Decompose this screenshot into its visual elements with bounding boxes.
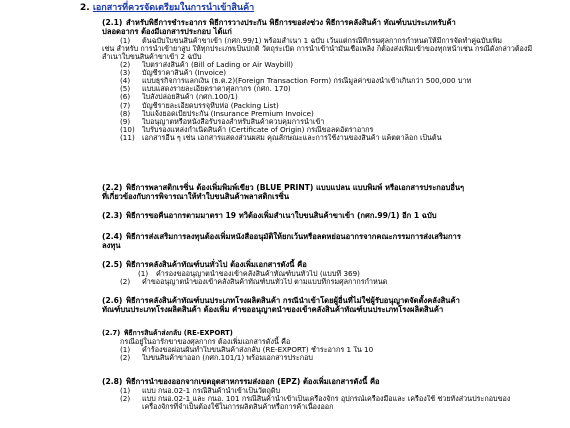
list-item: (8) ใบแจ้งยอดเบี้ยประกัน (Insurance Premium Invoice) xyxy=(120,109,314,118)
list-item: (10) ใบรับรองแหล่งกำเนิดสินค้า (Certificate of Origin) กรณีขอลดอัตราอากร xyxy=(120,125,374,134)
section-title: เอกสารที่ควรจัดเตรียมในการนำเข้าสินค้า xyxy=(92,3,255,13)
section-2-1 xyxy=(0,19,570,142)
section-2-5: (2.5) พิธีการคลังสินค้าทัณฑ์บนทั่วไป ต้องเพิ่มเอกสารดังนี้ คือ (1) คำรองขออนุญาตนำของเข้าคลังสินค้าทัณฑ์บนทั่วไป (แบบที่ 369) (2) คำขออนุญาตนำของเข้าคลังสินค้าทัณฑ์บนทั่วไป ตามแบบที่กรมศุลกากรกำหนด xyxy=(0,261,570,286)
list-item: (9) ใบอนุญาตหรือหนังสือรับรองสำหรับสินค้าควบคุมการนำเข้า xyxy=(120,117,325,126)
section-2-3: (2.3) พิธีการขอคืนอากรตามมาตรา 19 ทวิต้องเพิ่มสำเนาใบขนสินค้าขาเข้า (กศก.99/1) อีก 1 ฉบับ xyxy=(102,211,437,220)
list-item: (5) แบบแสดงรายละเอียดราคาศุลกากร (กศก. 170) xyxy=(120,85,291,94)
section-2-7: (2.7) พิธีการสินค้าส่งกลับ (RE-EXPORT) กรณีอยู่ในอารักขาของศุลกากร ต้องเพิ่มเอกสารดังนี้ คือ (1) คำร้องขอผ่อนผันทำใบขนสินค้าส่งกลับ (RE-EXPORT) ชำระอากร 1 ใน 10 (2) ใบขนสินค้าขาออก (กศก.101/1) พร้อมเอกสารประกอบ xyxy=(0,330,570,362)
list-item: (2) แบบ กนอ.02-1 และ กนอ. 101 กรณีสินค้านำเข้าเป็นเครื่องจักร อุปกรณ์เครื่องมือและ เครื่องใช้ ช่วยทั้งส่วนประกอบของ xyxy=(120,394,511,403)
list-item-cont: เช่น สำหรับ การนำเข้ายาสูบ ให้ทุกประเภทเป็นปกติ วัตถุระเบิด การนำเข้าน้ำมันเชื้อเพลิง ก็ต้องส่งเพิ่มเข้าของทุกหน้าเช่น กรณีดังกล่าวต้องมี xyxy=(102,45,533,54)
list-item: (4) แบบธุรกิจการแลกเงิน (ธ.ต.2)(Foreign Transaction Form) กรณีมูลค่าของนำเข้าเกินกว่า 500,000 บาท xyxy=(120,77,472,86)
list-item: (1) ต้นฉบับใบขนสินค้าขาเข้า (กศก.99/1) พร้อมสำเนา 1 ฉบับ เว้นแต่กรณีที่กรมศุลกากรกำหนดให้มีการจัดทำคู่ฉบับเพิ่ม xyxy=(120,37,502,45)
list-item: (7) บัญชีรายละเอียดบรรจุหีบห่อ (Packing List) xyxy=(120,101,279,110)
list-item: (2) ใบตราส่งสินค้า (Bill of Lading or Air Waybill) xyxy=(120,61,294,70)
section-2-8: (2.8) พิธีการนำของออกจากเขตอุตสาหกรรมส่งออก (EPZ) ต้องเพิ่มเอกสารดังนี้ คือ (1) แบบ กนอ.02-1 กรณีสินค้านำเข้าเป็นวัตถุดิบ (2) แบบ กนอ.02-1 และ กนอ. 101 กรณีสินค้านำเข้าเป็นเครื่องจักร อุปกรณ์เครื่องมือและ เครื่องใช้ ช่วยทั้งส่วนประกอบของ เครื่องจักรที่จำเป็นต้องใช้ในการผลิตสินค้าหรือการค้าเนื่องออก xyxy=(0,378,570,411)
list-item: (1) คำรองขออนุญาตนำของเข้าคลังสินค้าทัณฑ์บนทั่วไป (แบบที่ 369) xyxy=(138,269,360,278)
list-item: (3) บัญชีราคาสินค้า (Invoice) xyxy=(120,69,227,78)
section-2-2: (2.2) พิธีการพลาสติกเรซิ่น ต้องเพิ่มพิมพ์เขียว (BLUE PRINT) แบบแปลน แบบพิมพ์ หรือเอกสารประกอบอื่นๆ ที่เกี่ยวข้องกับการพิจารณาให้ทำใบขนสินค้าพลาสติกเรซิ่น xyxy=(102,183,465,201)
section-2-6: (2.6) พิธีการคลังสินค้าทัณฑ์บนประเภทโรงผลิตสินค้า กรณีนำเข้าโดยผู้อื่นที่ไม่ใช่ผู้รับอนุญาตจัดตั้งคลังสินค้า ทัณฑ์บนประเภทโรงผลิตสินค้า ต้องเพิ่ม คำขออนุญาตนำของเข้าคลังสินค้าทัณฑ์บนประเภทโรงผลิตสินค้า xyxy=(102,296,460,314)
section-2-1-title: (2.1) สำหรับพิธีการชำระอากร พิธีการวางประกัน พิธีการขอส่งช่วง พิธีการคลังสินค้า ทัณฑ์บนประเภทรับค้า xyxy=(102,18,456,27)
section-2-4: (2.4) พิธีการส่งเสริมการลงทุนต้องเพิ่มหนังสืออนุมัติให้ยกเว้นหรือลดหย่อนอากรจากคณะกรรมการส่งเสริมการ ลงทุน xyxy=(102,232,461,250)
list-item: (2) คำขออนุญาตนำของเข้าคลังสินค้าทัณฑ์บนทั่วไป ตามแบบที่กรมศุลกากรกำหนด xyxy=(120,277,388,286)
section-number: 2. xyxy=(80,3,90,13)
list-item-cont: เครื่องจักรที่จำเป็นต้องใช้ในการผลิตสินค้าหรือการค้าเนื่องออก xyxy=(142,401,334,411)
section-heading xyxy=(80,3,254,13)
list-item: (11) เอกสารอื่น ๆ เช่น เอกสารแสดงส่วนผสม คุณลักษณะและการใช้งานของสินค้า แค็ตตาล็อก เป็นต้น xyxy=(120,133,442,142)
list-item: (1) แบบ กนอ.02-1 กรณีสินค้านำเข้าเป็นวัตถุดิบ xyxy=(120,386,281,395)
list-item: (1) คำร้องขอผ่อนผันทำใบขนสินค้าส่งกลับ (RE-EXPORT) ชำระอากร 1 ใน 10 xyxy=(120,345,374,354)
section-2-1-title-cont: ปลอดอากร ต้องมีเอกสารประกอบ ได้แก่ xyxy=(102,26,232,36)
list-item-cont: สำเนาใบขนสินค้าขาเข้า 2 ฉบับ xyxy=(102,52,202,62)
list-item: (6) ใบสั่งปล่อยสินค้า (กศก.100/1) xyxy=(120,93,238,102)
list-item: (2) ใบขนสินค้าขาออก (กศก.101/1) พร้อมเอกสารประกอบ xyxy=(120,353,313,362)
